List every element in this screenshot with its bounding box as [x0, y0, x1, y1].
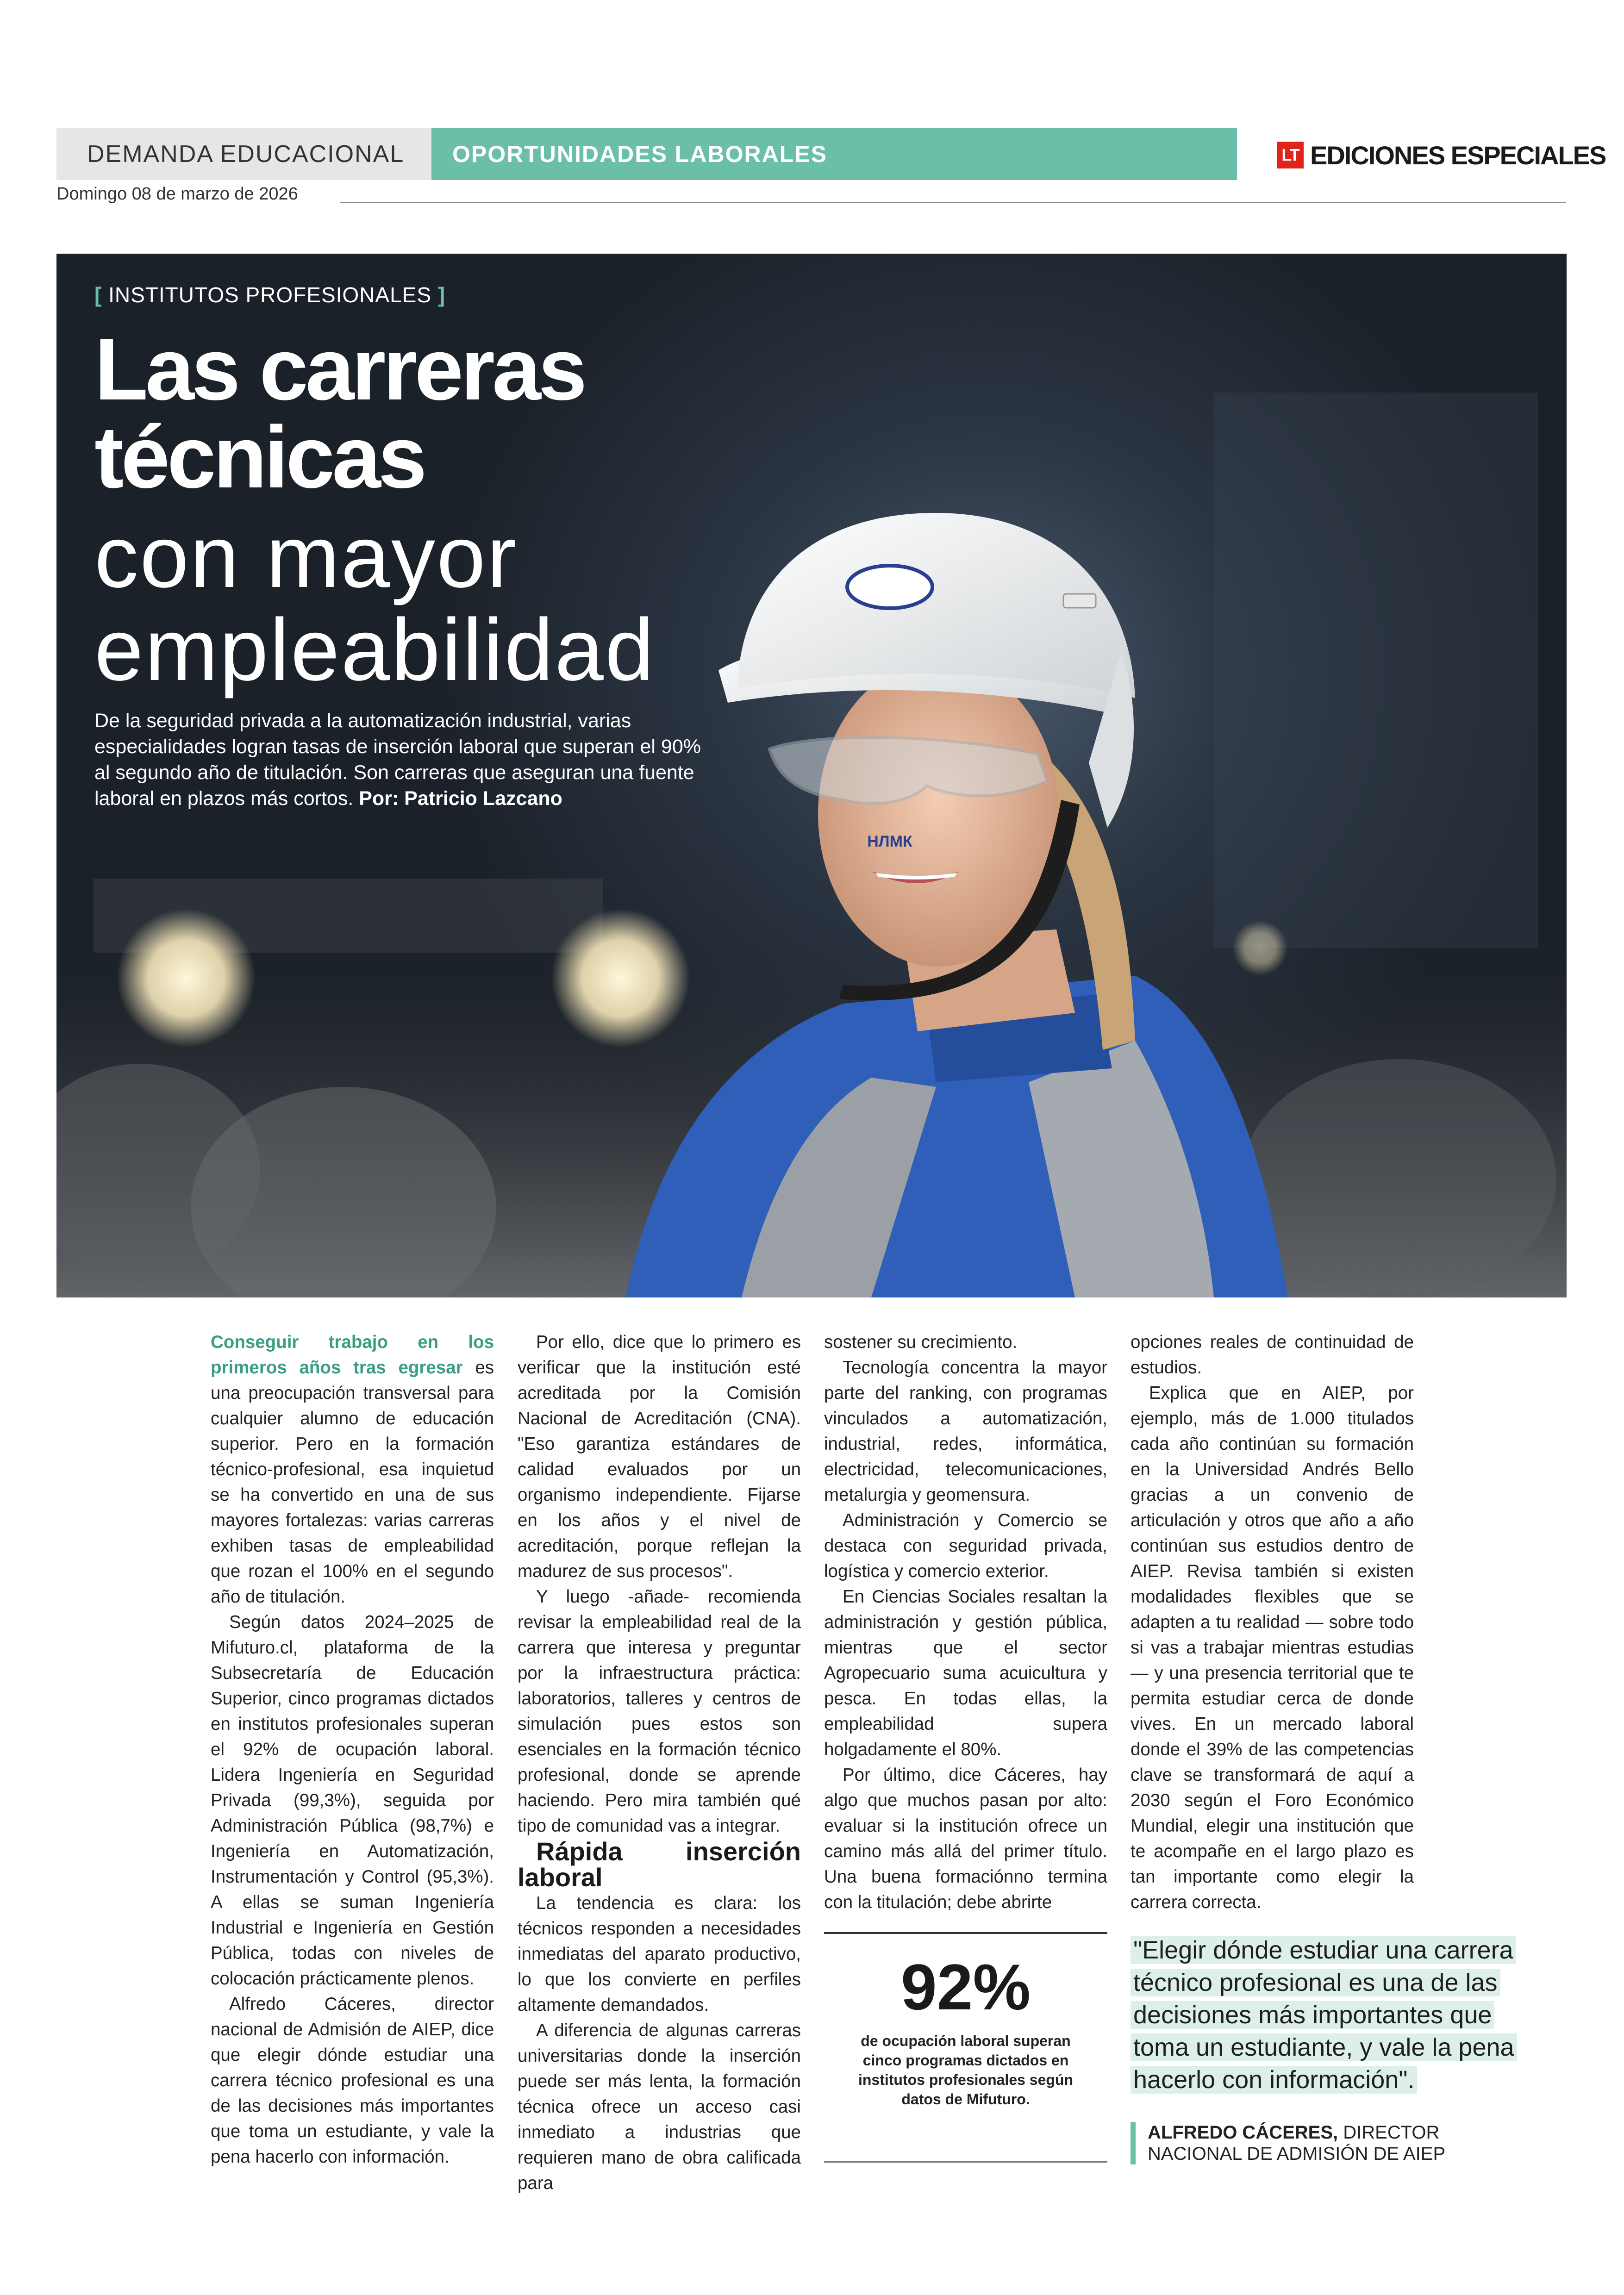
- publication-date: Domingo 08 de marzo de 2026: [56, 184, 298, 204]
- paragraph: A diferencia de algunas carreras universitarias donde la inserción puede ser más lenta, la formación técnica ofrece un acceso casi inmediato a industrias que requieren mano de obra calificada para: [518, 2021, 801, 2193]
- paragraph-text: es una preocupación transversal para cualquier alumno de educación superior. Pero en la formación técnico-profesional, esa inquietud se ha convertido en una de sus mayores fortalezas: varias carreras exhiben tasas de empleabilidad que rozan el 100% en el segundo año de titulación.: [211, 1358, 494, 1607]
- quote-attribution: [1131, 2122, 1445, 2164]
- article-column-2: [518, 1329, 801, 2196]
- headline-line-3: con mayor: [94, 508, 518, 606]
- headline-bold: [94, 320, 585, 506]
- stat-description: de ocupación laboral superan cinco programas dictados en institutos profesionales según datos de Mifuturo.: [858, 2033, 1074, 2108]
- paragraph: Tecnología concentra la mayor parte del ranking, con programas vinculados a automatización, industrial, redes, informática, electricidad, telecomunicaciones, metalurgia y geomensura.: [824, 1358, 1107, 1505]
- article-column-3: [824, 1329, 1107, 1915]
- paragraph: Y luego -añade- recomienda revisar la empleabilidad real de la carrera que interesa y preguntar por la infraestructura práctica: laboratorios, talleres y centros de simulación pues estos son esenciales en la formación técnico profesional, donde se aprende haciendo. Pero mira también qué tipo de comunidad vas a integrar.: [518, 1587, 801, 1836]
- header-divider: [340, 202, 1566, 203]
- section-tag: OPORTUNIDADES LABORALES: [431, 128, 1237, 180]
- headline-line-1: Las carreras: [94, 320, 585, 418]
- quote-role-line-1: DIRECTOR: [1343, 2122, 1440, 2143]
- brand-logo: LT: [1277, 142, 1304, 168]
- pull-quote-text: "Elegir dónde estudiar una carrera técnico profesional es una de las decisiones más importantes que toma un estudiante, y vale la pena hacerlo con información".: [1131, 1936, 1517, 2094]
- paragraph: La tendencia es clara: los técnicos responden a necesidades inmediatas del aparato productivo, lo que los convierte en perfiles altamente demandados.: [518, 1893, 801, 2015]
- lead-paragraph: [94, 708, 710, 812]
- brand: [1277, 139, 1605, 171]
- kicker-bracket-open-icon: [: [94, 283, 102, 307]
- paragraph: opciones reales de continuidad de estudios.: [1131, 1332, 1414, 1378]
- kicker-bracket-close-icon: ]: [437, 283, 446, 307]
- pull-quote: [1131, 1934, 1547, 2096]
- byline: Por: Patricio Lazcano: [359, 787, 562, 810]
- paragraph: [211, 1329, 494, 1609]
- headline-light: [94, 508, 656, 699]
- headline-line-4: empleabilidad: [94, 601, 656, 699]
- hero-photo: [56, 254, 1567, 1297]
- paragraph: En Ciencias Sociales resaltan la administración y gestión pública, mientras que el sector Agropecuario suma acuicultura y pesca. En todas ellas, la empleabilidad supera holgadamente el 80%.: [824, 1587, 1107, 1759]
- lead-text: De la seguridad privada a la automatización industrial, varias especialidades logran tasas de inserción laboral que superan el 90% al segundo año de titulación. Son carreras que aseguran una fuente laboral en plazos más cortos.: [94, 710, 701, 810]
- paragraph: Explica que en AIEP, por ejemplo, más de 1.000 titulados cada año continúan su formación en la Universidad Andrés Bello gracias a un convenio de articulación y otros que año a año continúan sus estudios dentro de AIEP. Revisa también si existen modalidades flexibles que se adapten a tu realidad — sobre todo si vas a trabajar mientras estudias — y una presencia territorial que te permita estudiar cerca de donde vives. En un mercado laboral donde el 39% de las competencias clave se transformará de aquí a 2030 según el Foro Económico Mundial, elegir una institución que te acompañe en el largo plazo es tan importante como elegir la carrera correcta.: [1131, 1383, 1414, 1912]
- section-label: DEMANDA EDUCACIONAL: [56, 128, 431, 180]
- stat-value: 92%: [900, 1951, 1031, 2023]
- kicker: [94, 282, 445, 307]
- paragraph: Administración y Comercio se destaca con seguridad privada, logística y comercio exterior.: [824, 1510, 1107, 1581]
- paragraph: Según datos 2024–2025 de Mifuturo.cl, plataforma de la Subsecretaría de Educación Superior, cinco programas dictados en institutos profesionales superan el 92% de ocupación laboral. Lidera Ingeniería en Seguridad Privada (99,3%), seguida por Administración Pública (98,7%) e Ingeniería en Automatización, Instrumentación y Control (95,3%). A ellas se suman Ingeniería Industrial e Ingeniería en Gestión Pública, todas con niveles de colocación prácticamente plenos.: [211, 1612, 494, 1989]
- stat-callout: [824, 1932, 1107, 2163]
- quote-author: ALFREDO CÁCERES,: [1148, 2122, 1338, 2143]
- headline-line-2: técnicas: [94, 408, 425, 506]
- article-column-1: [211, 1329, 494, 2170]
- helmet-badge-text: НЛМК: [867, 833, 912, 850]
- paragraph: sostener su crecimiento.: [824, 1332, 1018, 1352]
- brand-name: EDICIONES ESPECIALES: [1310, 140, 1606, 170]
- paragraph: Por ello, dice que lo primero es verificar que la institución esté acreditada por la Comisión Nacional de Acreditación (CNA). "Eso garantiza estándares de calidad evaluados por un organismo independiente. Fijarse en los años y el nivel de acreditación, porque reflejan la madurez de sus procesos".: [518, 1332, 801, 1581]
- paragraph: Alfredo Cáceres, director nacional de Admisión de AIEP, dice que elegir dónde estudiar una carrera técnico profesional es una de las decisiones más importantes que toma un estudiante, y vale la pena hacerlo con información.: [211, 1994, 494, 2167]
- article-column-4: [1131, 1329, 1414, 1915]
- kicker-label: INSTITUTOS PROFESIONALES: [108, 283, 432, 307]
- paragraph: Por último, dice Cáceres, hay algo que muchos pasan por alto: evaluar si la institución ofrece un camino más allá del primer título. Una buena formaciónno termina con la titulación; debe abrirte: [824, 1765, 1107, 1912]
- subheading: Rápida inserción laboral: [518, 1837, 801, 1892]
- lead-in: Conseguir trabajo en los primeros años tras egresar: [211, 1332, 494, 1378]
- quote-role-line-2: NACIONAL DE ADMISIÓN DE AIEP: [1148, 2144, 1446, 2164]
